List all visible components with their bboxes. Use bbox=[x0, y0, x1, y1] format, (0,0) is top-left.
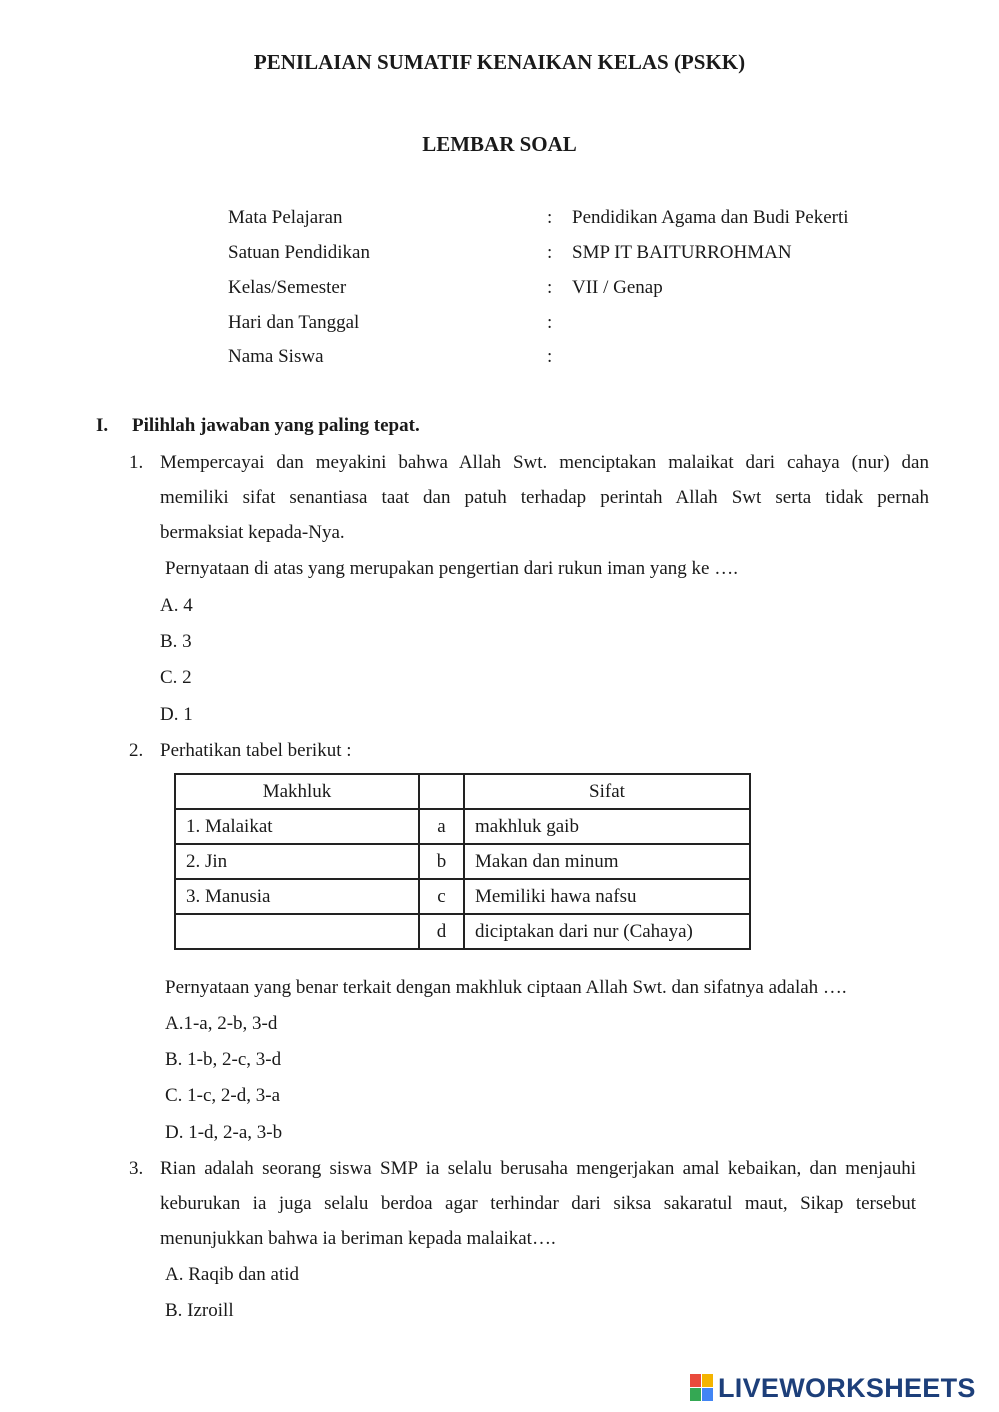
logo-tile bbox=[702, 1374, 713, 1387]
info-label-class: Kelas/Semester bbox=[228, 277, 347, 298]
info-colon: : bbox=[547, 277, 553, 298]
info-colon: : bbox=[547, 242, 553, 263]
table-row bbox=[175, 879, 750, 914]
section-number: I. bbox=[96, 415, 109, 436]
logo-tile bbox=[690, 1374, 701, 1387]
liveworksheets-logo bbox=[690, 1370, 976, 1406]
question-2-prompt: Pernyataan yang benar terkait dengan makhluk ciptaan Allah Swt. dan sifatnya adalah …. bbox=[165, 977, 847, 998]
table-cell bbox=[175, 914, 419, 949]
table-row bbox=[175, 809, 750, 844]
page-title: PENILAIAN SUMATIF KENAIKAN KELAS (PSKK) bbox=[253, 50, 746, 74]
table-header-cell: Makhluk bbox=[175, 774, 419, 809]
logo-tile bbox=[702, 1388, 713, 1401]
info-colon: : bbox=[547, 207, 553, 228]
table-cell: c bbox=[419, 879, 464, 914]
question-3-line: menunjukkan bahwa ia beriman kepada malaikat…. bbox=[160, 1228, 556, 1249]
table-cell: d bbox=[419, 914, 464, 949]
question-1-option-c[interactable]: C. 2 bbox=[160, 667, 192, 688]
table-cell: Memiliki hawa nafsu bbox=[464, 879, 750, 914]
question-3-option-a[interactable]: A. Raqib dan atid bbox=[165, 1264, 300, 1285]
table-cell: a bbox=[419, 809, 464, 844]
info-colon: : bbox=[547, 346, 553, 367]
question-3-line: Rian adalah seorang siswa SMP ia selalu berusaha mengerjakan amal kebaikan, dan menjauhi bbox=[160, 1158, 916, 1179]
question-1-prompt: Pernyataan di atas yang merupakan pengertian dari rukun iman yang ke …. bbox=[165, 558, 738, 579]
question-2-table bbox=[174, 773, 751, 950]
question-1-line: memiliki sifat senantiasa taat dan patuh terhadap perintah Allah Swt serta tidak pernah bbox=[160, 487, 929, 508]
question-2-option-b[interactable]: B. 1-b, 2-c, 3-d bbox=[165, 1049, 282, 1070]
question-3-line: keburukan ia juga selalu berdoa agar terhindar dari siksa sakaratul maut, Sikap tersebut bbox=[160, 1193, 916, 1214]
question-1-number: 1. bbox=[129, 452, 144, 473]
question-2-option-d[interactable]: D. 1-d, 2-a, 3-b bbox=[165, 1122, 283, 1143]
question-2-option-a[interactable]: A.1-a, 2-b, 3-d bbox=[165, 1013, 278, 1034]
logo-tile bbox=[690, 1388, 701, 1401]
info-label-school: Satuan Pendidikan bbox=[228, 242, 370, 263]
table-cell: Makan dan minum bbox=[464, 844, 750, 879]
info-label-name: Nama Siswa bbox=[228, 346, 324, 367]
liveworksheets-logo-icon bbox=[690, 1374, 714, 1402]
question-1-option-d[interactable]: D. 1 bbox=[160, 704, 193, 725]
table-header-cell bbox=[419, 774, 464, 809]
question-1-line: bermaksiat kepada-Nya. bbox=[160, 522, 345, 543]
table-cell: makhluk gaib bbox=[464, 809, 750, 844]
table-cell: b bbox=[419, 844, 464, 879]
info-colon: : bbox=[547, 312, 553, 333]
question-2-stem: Perhatikan tabel berikut : bbox=[160, 740, 352, 761]
table-row bbox=[175, 844, 750, 879]
info-label-subject: Mata Pelajaran bbox=[228, 207, 343, 228]
table-cell: 3. Manusia bbox=[175, 879, 419, 914]
info-label-date: Hari dan Tanggal bbox=[228, 312, 360, 333]
question-2-number: 2. bbox=[129, 740, 144, 761]
table-row bbox=[175, 914, 750, 949]
info-value-class: VII / Genap bbox=[572, 277, 663, 298]
info-value-school: SMP IT BAITURROHMAN bbox=[572, 242, 792, 263]
table-header-row bbox=[175, 774, 750, 809]
question-1-option-a[interactable]: A. 4 bbox=[160, 595, 193, 616]
question-1-option-b[interactable]: B. 3 bbox=[160, 631, 192, 652]
section-instruction: Pilihlah jawaban yang paling tepat. bbox=[132, 415, 420, 436]
table-cell: diciptakan dari nur (Cahaya) bbox=[464, 914, 750, 949]
question-1-line: Mempercayai dan meyakini bahwa Allah Swt. menciptakan malaikat dari cahaya (nur) dan bbox=[160, 452, 929, 473]
table-cell: 1. Malaikat bbox=[175, 809, 419, 844]
table-cell: 2. Jin bbox=[175, 844, 419, 879]
question-3-option-b[interactable]: B. Izroill bbox=[165, 1300, 234, 1321]
question-3-number: 3. bbox=[129, 1158, 144, 1179]
info-value-subject: Pendidikan Agama dan Budi Pekerti bbox=[572, 207, 849, 228]
question-2-option-c[interactable]: C. 1-c, 2-d, 3-a bbox=[165, 1085, 281, 1106]
table-header-cell: Sifat bbox=[464, 774, 750, 809]
page-subtitle: LEMBAR SOAL bbox=[422, 132, 577, 156]
liveworksheets-logo-text: LIVEWORKSHEETS bbox=[718, 1372, 976, 1403]
